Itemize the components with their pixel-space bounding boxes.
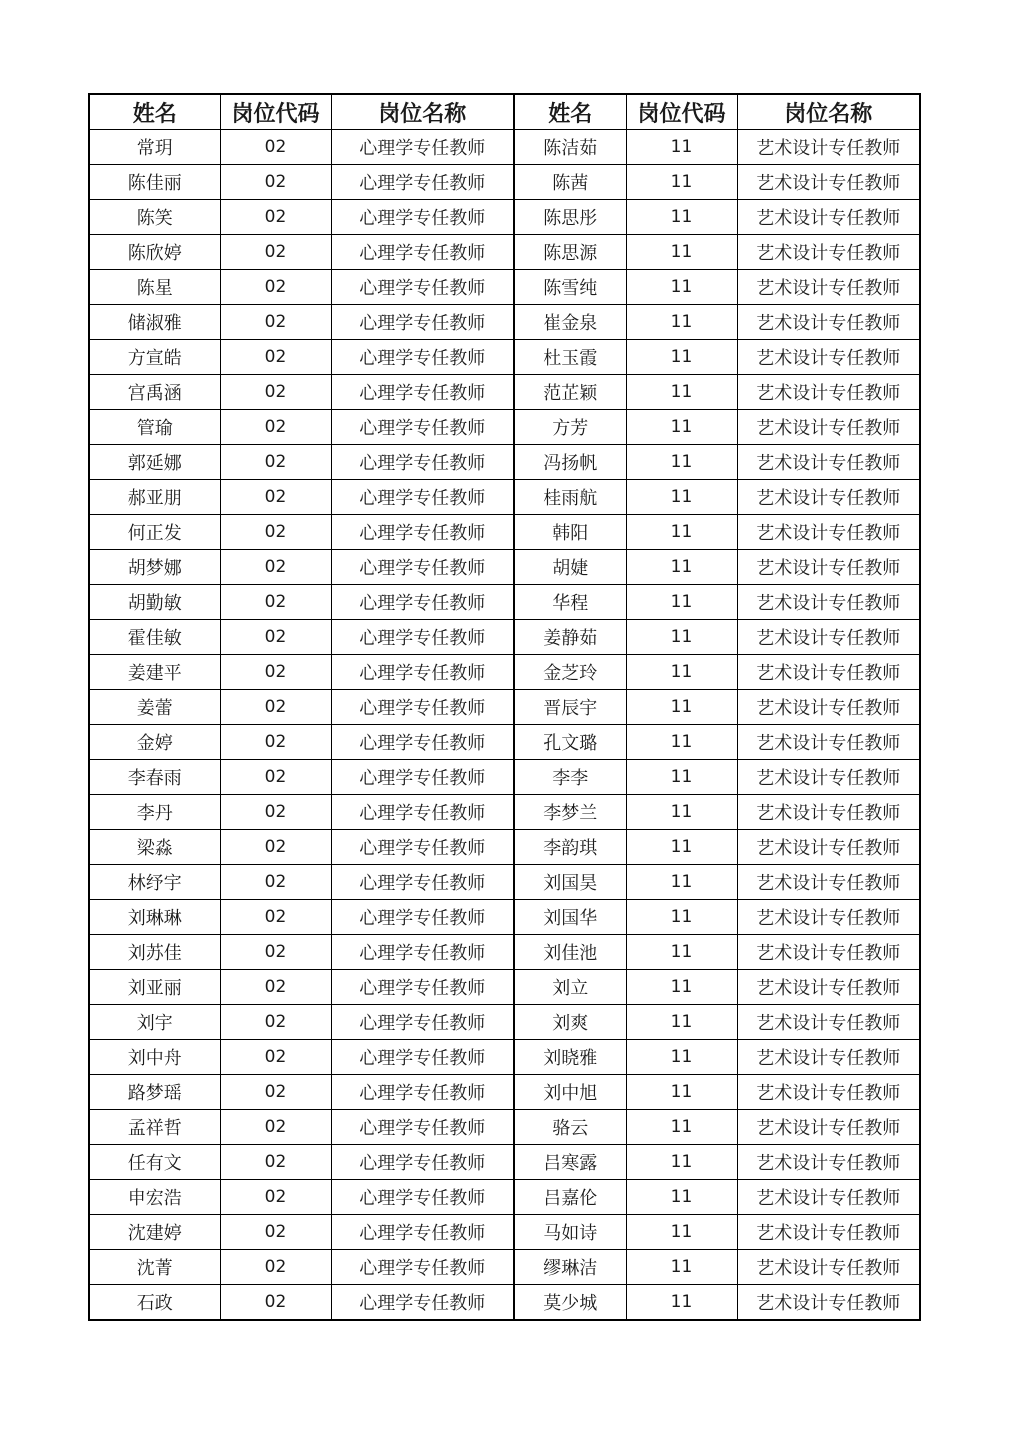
cell-title-right: 艺术设计专任教师 xyxy=(737,970,920,1005)
cell-title-left: 心理学专任教师 xyxy=(331,1250,514,1285)
cell-code-left: 02 xyxy=(220,970,331,1005)
table-row xyxy=(89,305,920,340)
cell-code-right: 11 xyxy=(626,655,737,690)
cell-name-right: 杜玉霞 xyxy=(514,340,626,375)
cell-name-left: 姜建平 xyxy=(89,655,220,690)
header-code-right: 岗位代码 xyxy=(626,94,737,130)
cell-title-left: 心理学专任教师 xyxy=(331,1285,514,1321)
cell-code-right: 11 xyxy=(626,200,737,235)
table-row xyxy=(89,410,920,445)
cell-title-right: 艺术设计专任教师 xyxy=(737,1145,920,1180)
cell-name-right: 孔文璐 xyxy=(514,725,626,760)
cell-name-right: 范芷颖 xyxy=(514,375,626,410)
cell-code-left: 02 xyxy=(220,305,331,340)
cell-title-right: 艺术设计专任教师 xyxy=(737,655,920,690)
cell-code-left: 02 xyxy=(220,1180,331,1215)
cell-code-right: 11 xyxy=(626,970,737,1005)
table-row xyxy=(89,655,920,690)
cell-code-left: 02 xyxy=(220,760,331,795)
cell-title-left: 心理学专任教师 xyxy=(331,550,514,585)
cell-name-right: 李李 xyxy=(514,760,626,795)
cell-name-left: 刘琳琳 xyxy=(89,900,220,935)
cell-code-right: 11 xyxy=(626,270,737,305)
cell-code-left: 02 xyxy=(220,340,331,375)
table-row xyxy=(89,1285,920,1321)
cell-code-right: 11 xyxy=(626,795,737,830)
cell-code-right: 11 xyxy=(626,130,737,165)
cell-title-right: 艺术设计专任教师 xyxy=(737,1285,920,1321)
table-row xyxy=(89,620,920,655)
cell-title-right: 艺术设计专任教师 xyxy=(737,235,920,270)
cell-title-right: 艺术设计专任教师 xyxy=(737,585,920,620)
cell-name-left: 金婷 xyxy=(89,725,220,760)
cell-name-right: 刘爽 xyxy=(514,1005,626,1040)
cell-title-left: 心理学专任教师 xyxy=(331,1215,514,1250)
cell-title-right: 艺术设计专任教师 xyxy=(737,1075,920,1110)
cell-name-right: 崔金泉 xyxy=(514,305,626,340)
table-row xyxy=(89,1180,920,1215)
table-row xyxy=(89,480,920,515)
table-row xyxy=(89,760,920,795)
cell-name-left: 储淑雅 xyxy=(89,305,220,340)
cell-name-left: 胡勤敏 xyxy=(89,585,220,620)
table-row xyxy=(89,1215,920,1250)
table-row xyxy=(89,375,920,410)
cell-title-right: 艺术设计专任教师 xyxy=(737,935,920,970)
cell-title-left: 心理学专任教师 xyxy=(331,1180,514,1215)
cell-code-right: 11 xyxy=(626,1005,737,1040)
cell-code-right: 11 xyxy=(626,725,737,760)
cell-title-left: 心理学专任教师 xyxy=(331,445,514,480)
cell-code-left: 02 xyxy=(220,935,331,970)
cell-name-right: 吕嘉伦 xyxy=(514,1180,626,1215)
cell-code-left: 02 xyxy=(220,270,331,305)
table-row xyxy=(89,1145,920,1180)
cell-name-left: 林纾宇 xyxy=(89,865,220,900)
cell-title-left: 心理学专任教师 xyxy=(331,480,514,515)
cell-title-left: 心理学专任教师 xyxy=(331,340,514,375)
cell-name-left: 宫禹涵 xyxy=(89,375,220,410)
cell-name-right: 吕寒露 xyxy=(514,1145,626,1180)
cell-title-left: 心理学专任教师 xyxy=(331,760,514,795)
cell-title-right: 艺术设计专任教师 xyxy=(737,550,920,585)
cell-name-right: 缪琳洁 xyxy=(514,1250,626,1285)
cell-name-right: 陈雪纯 xyxy=(514,270,626,305)
table-row xyxy=(89,1250,920,1285)
cell-code-left: 02 xyxy=(220,410,331,445)
cell-code-left: 02 xyxy=(220,865,331,900)
cell-title-left: 心理学专任教师 xyxy=(331,305,514,340)
cell-title-right: 艺术设计专任教师 xyxy=(737,410,920,445)
cell-name-right: 胡婕 xyxy=(514,550,626,585)
cell-code-right: 11 xyxy=(626,1145,737,1180)
cell-title-left: 心理学专任教师 xyxy=(331,375,514,410)
cell-title-right: 艺术设计专任教师 xyxy=(737,900,920,935)
cell-code-left: 02 xyxy=(220,550,331,585)
cell-code-left: 02 xyxy=(220,1285,331,1321)
cell-title-right: 艺术设计专任教师 xyxy=(737,270,920,305)
cell-title-right: 艺术设计专任教师 xyxy=(737,1250,920,1285)
cell-title-left: 心理学专任教师 xyxy=(331,130,514,165)
cell-code-left: 02 xyxy=(220,690,331,725)
cell-name-right: 刘国华 xyxy=(514,900,626,935)
header-name-right: 姓名 xyxy=(514,94,626,130)
cell-name-right: 刘国昊 xyxy=(514,865,626,900)
cell-name-right: 莫少城 xyxy=(514,1285,626,1321)
table-row xyxy=(89,235,920,270)
cell-title-left: 心理学专任教师 xyxy=(331,410,514,445)
table-row xyxy=(89,795,920,830)
cell-title-left: 心理学专任教师 xyxy=(331,165,514,200)
header-title-right: 岗位名称 xyxy=(737,94,920,130)
cell-code-left: 02 xyxy=(220,585,331,620)
cell-title-left: 心理学专任教师 xyxy=(331,795,514,830)
cell-name-right: 陈茜 xyxy=(514,165,626,200)
cell-code-right: 11 xyxy=(626,480,737,515)
table-row xyxy=(89,445,920,480)
cell-name-right: 方芳 xyxy=(514,410,626,445)
cell-name-left: 陈欣婷 xyxy=(89,235,220,270)
cell-code-right: 11 xyxy=(626,410,737,445)
cell-name-right: 马如诗 xyxy=(514,1215,626,1250)
cell-name-left: 沈菁 xyxy=(89,1250,220,1285)
cell-code-left: 02 xyxy=(220,795,331,830)
table-row xyxy=(89,515,920,550)
cell-name-left: 常玥 xyxy=(89,130,220,165)
cell-name-right: 陈思源 xyxy=(514,235,626,270)
cell-code-left: 02 xyxy=(220,1215,331,1250)
cell-name-left: 沈建婷 xyxy=(89,1215,220,1250)
cell-name-right: 桂雨航 xyxy=(514,480,626,515)
cell-title-left: 心理学专任教师 xyxy=(331,900,514,935)
cell-title-left: 心理学专任教师 xyxy=(331,935,514,970)
cell-code-left: 02 xyxy=(220,1040,331,1075)
cell-name-left: 姜蕾 xyxy=(89,690,220,725)
cell-name-right: 金芝玲 xyxy=(514,655,626,690)
cell-name-right: 刘佳池 xyxy=(514,935,626,970)
cell-name-left: 陈星 xyxy=(89,270,220,305)
cell-name-right: 华程 xyxy=(514,585,626,620)
cell-title-right: 艺术设计专任教师 xyxy=(737,795,920,830)
cell-code-right: 11 xyxy=(626,865,737,900)
cell-code-left: 02 xyxy=(220,165,331,200)
table-row xyxy=(89,270,920,305)
cell-title-right: 艺术设计专任教师 xyxy=(737,1005,920,1040)
cell-title-right: 艺术设计专任教师 xyxy=(737,1215,920,1250)
cell-name-right: 冯扬帆 xyxy=(514,445,626,480)
cell-name-left: 方宣皓 xyxy=(89,340,220,375)
table-row xyxy=(89,725,920,760)
cell-name-left: 胡梦娜 xyxy=(89,550,220,585)
cell-code-right: 11 xyxy=(626,620,737,655)
cell-code-left: 02 xyxy=(220,900,331,935)
cell-code-right: 11 xyxy=(626,830,737,865)
cell-name-left: 梁淼 xyxy=(89,830,220,865)
cell-name-left: 路梦瑶 xyxy=(89,1075,220,1110)
cell-name-left: 任有文 xyxy=(89,1145,220,1180)
table-row xyxy=(89,935,920,970)
table-row xyxy=(89,1110,920,1145)
cell-name-right: 刘晓雅 xyxy=(514,1040,626,1075)
cell-code-right: 11 xyxy=(626,1250,737,1285)
cell-code-right: 11 xyxy=(626,235,737,270)
table-row xyxy=(89,830,920,865)
cell-name-left: 刘中舟 xyxy=(89,1040,220,1075)
cell-name-left: 管瑜 xyxy=(89,410,220,445)
cell-title-left: 心理学专任教师 xyxy=(331,1075,514,1110)
cell-name-right: 骆云 xyxy=(514,1110,626,1145)
cell-title-right: 艺术设计专任教师 xyxy=(737,830,920,865)
table-row xyxy=(89,340,920,375)
cell-code-right: 11 xyxy=(626,445,737,480)
cell-title-left: 心理学专任教师 xyxy=(331,830,514,865)
cell-title-left: 心理学专任教师 xyxy=(331,585,514,620)
cell-title-left: 心理学专任教师 xyxy=(331,1040,514,1075)
cell-title-left: 心理学专任教师 xyxy=(331,1145,514,1180)
cell-name-left: 申宏浩 xyxy=(89,1180,220,1215)
cell-title-right: 艺术设计专任教师 xyxy=(737,865,920,900)
cell-title-left: 心理学专任教师 xyxy=(331,655,514,690)
cell-title-left: 心理学专任教师 xyxy=(331,970,514,1005)
cell-title-left: 心理学专任教师 xyxy=(331,200,514,235)
cell-title-right: 艺术设计专任教师 xyxy=(737,480,920,515)
cell-name-right: 韩阳 xyxy=(514,515,626,550)
cell-title-right: 艺术设计专任教师 xyxy=(737,1110,920,1145)
table-body xyxy=(89,130,920,1321)
cell-title-right: 艺术设计专任教师 xyxy=(737,620,920,655)
header-code-left: 岗位代码 xyxy=(220,94,331,130)
table-row xyxy=(89,200,920,235)
cell-title-right: 艺术设计专任教师 xyxy=(737,130,920,165)
cell-code-left: 02 xyxy=(220,480,331,515)
cell-code-right: 11 xyxy=(626,1215,737,1250)
cell-title-left: 心理学专任教师 xyxy=(331,620,514,655)
table-row xyxy=(89,970,920,1005)
cell-code-right: 11 xyxy=(626,1180,737,1215)
cell-title-right: 艺术设计专任教师 xyxy=(737,760,920,795)
cell-title-right: 艺术设计专任教师 xyxy=(737,200,920,235)
table-row xyxy=(89,550,920,585)
header-row xyxy=(89,94,920,130)
cell-title-right: 艺术设计专任教师 xyxy=(737,165,920,200)
cell-code-left: 02 xyxy=(220,620,331,655)
cell-code-right: 11 xyxy=(626,760,737,795)
table-header xyxy=(89,94,920,130)
cell-title-right: 艺术设计专任教师 xyxy=(737,725,920,760)
header-title-left: 岗位名称 xyxy=(331,94,514,130)
cell-name-left: 石政 xyxy=(89,1285,220,1321)
cell-code-right: 11 xyxy=(626,900,737,935)
cell-code-right: 11 xyxy=(626,1285,737,1321)
cell-title-right: 艺术设计专任教师 xyxy=(737,305,920,340)
header-name-left: 姓名 xyxy=(89,94,220,130)
cell-code-left: 02 xyxy=(220,375,331,410)
cell-title-left: 心理学专任教师 xyxy=(331,235,514,270)
cell-title-left: 心理学专任教师 xyxy=(331,1110,514,1145)
cell-name-left: 刘苏佳 xyxy=(89,935,220,970)
cell-name-left: 陈佳丽 xyxy=(89,165,220,200)
cell-code-left: 02 xyxy=(220,130,331,165)
cell-title-left: 心理学专任教师 xyxy=(331,1005,514,1040)
cell-code-left: 02 xyxy=(220,235,331,270)
cell-name-right: 李梦兰 xyxy=(514,795,626,830)
cell-code-right: 11 xyxy=(626,375,737,410)
cell-code-left: 02 xyxy=(220,200,331,235)
cell-name-left: 郝亚朋 xyxy=(89,480,220,515)
cell-name-left: 刘亚丽 xyxy=(89,970,220,1005)
table-row xyxy=(89,130,920,165)
cell-code-left: 02 xyxy=(220,830,331,865)
cell-title-right: 艺术设计专任教师 xyxy=(737,690,920,725)
table-row xyxy=(89,900,920,935)
table-row xyxy=(89,865,920,900)
cell-name-right: 陈洁茹 xyxy=(514,130,626,165)
cell-name-left: 何正发 xyxy=(89,515,220,550)
table-row xyxy=(89,585,920,620)
cell-code-right: 11 xyxy=(626,340,737,375)
cell-name-left: 孟祥哲 xyxy=(89,1110,220,1145)
cell-name-left: 霍佳敏 xyxy=(89,620,220,655)
cell-code-right: 11 xyxy=(626,165,737,200)
cell-name-left: 陈笑 xyxy=(89,200,220,235)
table-row xyxy=(89,1040,920,1075)
cell-code-right: 11 xyxy=(626,515,737,550)
cell-code-left: 02 xyxy=(220,515,331,550)
cell-code-right: 11 xyxy=(626,1075,737,1110)
cell-name-right: 姜静茹 xyxy=(514,620,626,655)
cell-name-right: 李韵琪 xyxy=(514,830,626,865)
cell-code-left: 02 xyxy=(220,655,331,690)
cell-title-right: 艺术设计专任教师 xyxy=(737,340,920,375)
cell-title-right: 艺术设计专任教师 xyxy=(737,515,920,550)
cell-title-left: 心理学专任教师 xyxy=(331,690,514,725)
cell-title-left: 心理学专任教师 xyxy=(331,865,514,900)
cell-code-left: 02 xyxy=(220,445,331,480)
cell-code-right: 11 xyxy=(626,1040,737,1075)
candidate-roster-table xyxy=(88,93,921,1321)
cell-code-right: 11 xyxy=(626,1110,737,1145)
cell-name-right: 晋辰宇 xyxy=(514,690,626,725)
cell-title-left: 心理学专任教师 xyxy=(331,725,514,760)
cell-name-right: 刘中旭 xyxy=(514,1075,626,1110)
cell-name-left: 李丹 xyxy=(89,795,220,830)
cell-name-left: 郭延娜 xyxy=(89,445,220,480)
table-row xyxy=(89,690,920,725)
table-row xyxy=(89,1005,920,1040)
cell-name-left: 刘宇 xyxy=(89,1005,220,1040)
cell-title-right: 艺术设计专任教师 xyxy=(737,375,920,410)
cell-code-left: 02 xyxy=(220,1075,331,1110)
cell-name-right: 陈思彤 xyxy=(514,200,626,235)
cell-name-right: 刘立 xyxy=(514,970,626,1005)
cell-title-right: 艺术设计专任教师 xyxy=(737,1040,920,1075)
cell-code-right: 11 xyxy=(626,690,737,725)
cell-title-left: 心理学专任教师 xyxy=(331,270,514,305)
cell-code-left: 02 xyxy=(220,1110,331,1145)
cell-title-right: 艺术设计专任教师 xyxy=(737,445,920,480)
cell-code-left: 02 xyxy=(220,1145,331,1180)
table-row xyxy=(89,165,920,200)
cell-name-left: 李春雨 xyxy=(89,760,220,795)
cell-code-right: 11 xyxy=(626,305,737,340)
cell-code-right: 11 xyxy=(626,935,737,970)
cell-code-right: 11 xyxy=(626,550,737,585)
cell-code-left: 02 xyxy=(220,1005,331,1040)
cell-code-left: 02 xyxy=(220,1250,331,1285)
cell-code-left: 02 xyxy=(220,725,331,760)
cell-title-left: 心理学专任教师 xyxy=(331,515,514,550)
cell-title-right: 艺术设计专任教师 xyxy=(737,1180,920,1215)
table-row xyxy=(89,1075,920,1110)
cell-code-right: 11 xyxy=(626,585,737,620)
